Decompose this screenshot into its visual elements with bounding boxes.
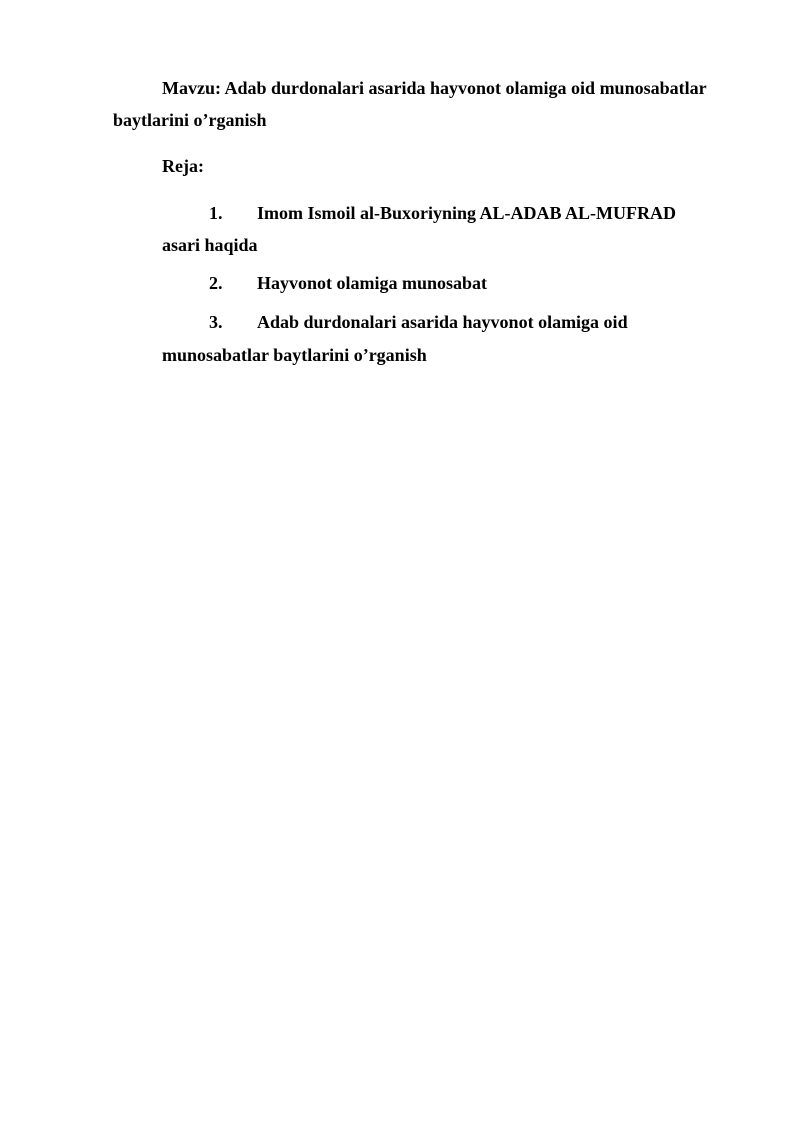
- list-item-number: 2.: [209, 273, 223, 293]
- list-item-number: 1.: [209, 203, 223, 223]
- list-item-text-line-2: munosabatlar baytlarini o’rganish: [162, 345, 427, 365]
- topic-line-2: baytlarini o’rganish: [113, 110, 267, 130]
- list-item-text-line-1: Hayvonot olamiga munosabat: [257, 273, 488, 293]
- list-item-text-line-1: Adab durdonalari asarida hayvonot olamiga oid: [257, 312, 628, 332]
- list-item-number: 3.: [209, 312, 223, 332]
- list-item-text-line-2: asari haqida: [162, 235, 258, 255]
- list-item-text-line-1: Imom Ismoil al-Buxoriyning AL-ADAB AL-MUFRAD: [257, 203, 677, 223]
- plan-heading: Reja:: [162, 156, 204, 176]
- topic-line-1: Mavzu: Adab durdonalari asarida hayvonot olamiga oid munosabatlar: [162, 78, 707, 98]
